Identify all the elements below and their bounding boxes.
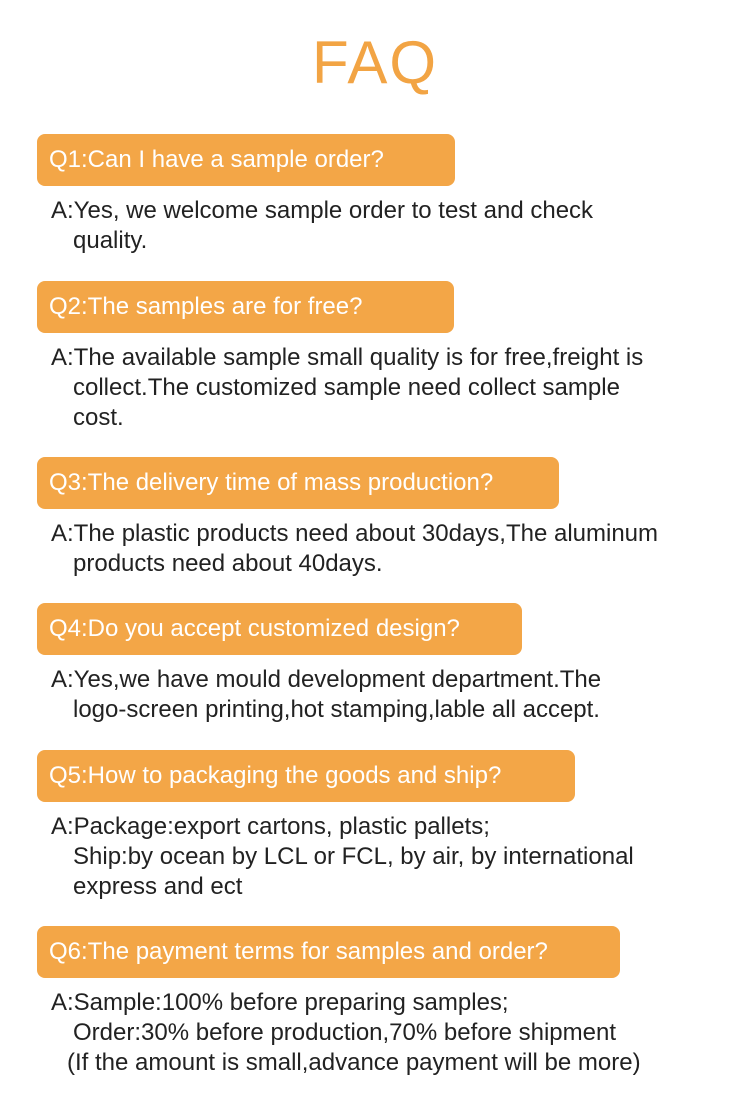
answer-6 bbox=[51, 988, 741, 1078]
answer-1-line-2: quality. bbox=[73, 227, 148, 254]
answer-2-line-3: cost. bbox=[73, 404, 124, 431]
answer-3 bbox=[51, 519, 741, 579]
question-2: Q2:The samples are for free? bbox=[37, 281, 454, 333]
answer-5 bbox=[51, 812, 741, 902]
answer-3-line-1: A:The plastic products need about 30days,The aluminum bbox=[51, 520, 659, 547]
question-1: Q1:Can I have a sample order? bbox=[37, 134, 455, 186]
answer-6-line-3: (If the amount is small,advance payment will be more) bbox=[67, 1049, 641, 1076]
answer-6-line-1: A:Sample:100% before preparing samples; bbox=[51, 989, 509, 1016]
question-5: Q5:How to packaging the goods and ship? bbox=[37, 750, 575, 802]
answer-2-line-2: collect.The customized sample need collect sample bbox=[73, 374, 620, 401]
answer-5-line-3: express and ect bbox=[73, 873, 243, 900]
answer-4-line-1: A:Yes,we have mould development department.The bbox=[51, 666, 602, 693]
question-4: Q4:Do you accept customized design? bbox=[37, 603, 522, 655]
answer-4-line-2: logo-screen printing,hot stamping,lable all accept. bbox=[73, 696, 600, 723]
question-6: Q6:The payment terms for samples and order? bbox=[37, 926, 620, 978]
answer-1 bbox=[51, 196, 741, 256]
answer-1-line-1: A:Yes, we welcome sample order to test and check bbox=[51, 197, 594, 224]
answer-6-line-2: Order:30% before production,70% before shipment bbox=[73, 1019, 616, 1046]
page-title: FAQ bbox=[311, 29, 439, 96]
answer-5-line-2: Ship:by ocean by LCL or FCL, by air, by international bbox=[73, 843, 634, 870]
answer-2-line-1: A:The available sample small quality is for free,freight is bbox=[51, 344, 644, 371]
answer-2 bbox=[51, 343, 741, 433]
question-3: Q3:The delivery time of mass production? bbox=[37, 457, 559, 509]
answer-4 bbox=[51, 665, 741, 725]
answer-3-line-2: products need about 40days. bbox=[73, 550, 383, 577]
answer-5-line-1: A:Package:export cartons, plastic pallets; bbox=[51, 813, 490, 840]
